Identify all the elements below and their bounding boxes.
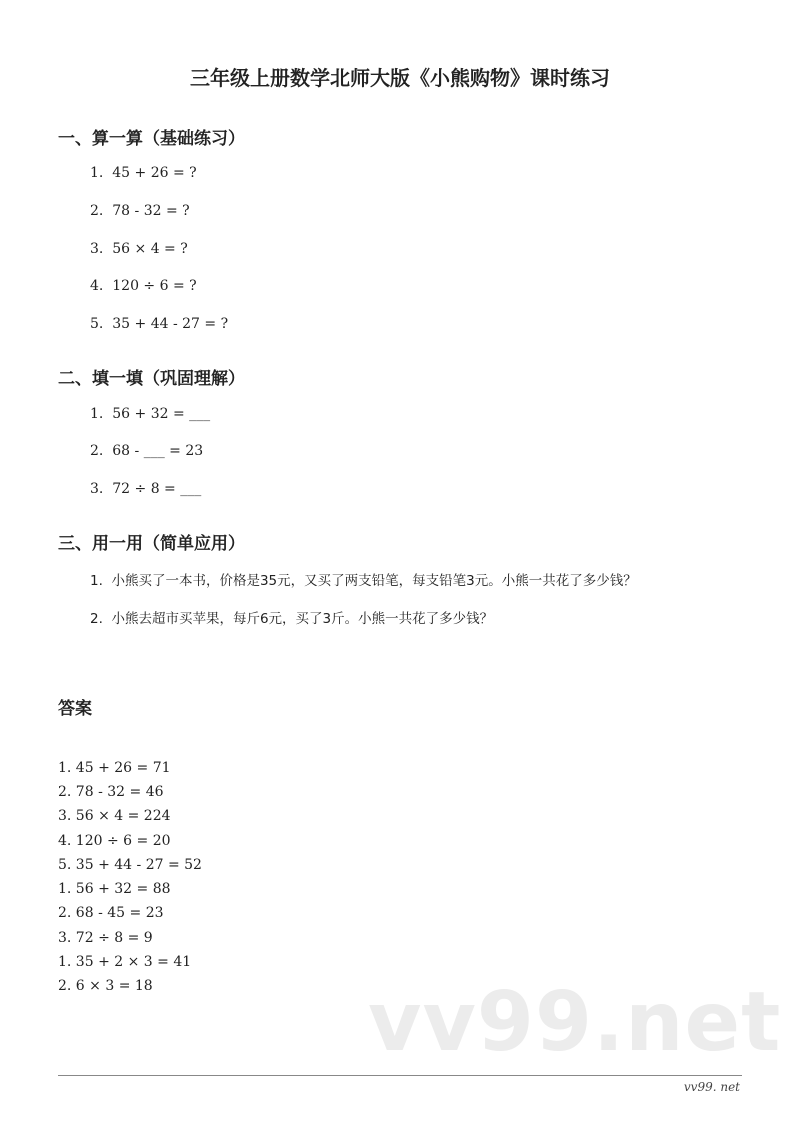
answers-heading: 答案 — [58, 699, 92, 719]
answer-item: 4. 120 ÷ 6 = 20 — [58, 833, 171, 849]
answer-item: 2. 68 - 45 = 23 — [58, 905, 164, 921]
footer-text: vv99. net — [683, 1080, 740, 1094]
list-item: 1. 45 + 26 = ? — [90, 165, 197, 181]
list-item: 1. 小熊买了一本书，价格是35元，又买了两支铅笔，每支铅笔3元。小熊一共花了多少钱？ — [90, 573, 637, 589]
section-heading-2: 二、填一填（巩固理解） — [58, 369, 245, 389]
list-item: 4. 120 ÷ 6 = ? — [90, 278, 197, 294]
page-title: 三年级上册数学北师大版《小熊购物》课时练习 — [190, 66, 610, 90]
answer-item: 1. 56 + 32 = 88 — [58, 881, 171, 897]
answer-item: 3. 56 × 4 = 224 — [58, 808, 171, 824]
list-item: 2. 78 - 32 = ? — [90, 203, 190, 219]
answer-item: 3. 72 ÷ 8 = 9 — [58, 930, 153, 946]
answer-item: 2. 6 × 3 = 18 — [58, 978, 153, 994]
watermark: vv99.net — [368, 975, 782, 1070]
list-item: 3. 56 × 4 = ? — [90, 241, 188, 257]
section-heading-1: 一、算一算（基础练习） — [58, 129, 245, 149]
list-item: 3. 72 ÷ 8 = ___ — [90, 481, 202, 497]
answer-item: 2. 78 - 32 = 46 — [58, 784, 164, 800]
answer-item: 1. 35 + 2 × 3 = 41 — [58, 954, 192, 970]
answer-item: 1. 45 + 26 = 71 — [58, 760, 171, 776]
section-heading-3: 三、用一用（简单应用） — [58, 534, 245, 554]
answer-item: 5. 35 + 44 - 27 = 52 — [58, 857, 202, 873]
footer-divider — [58, 1075, 742, 1076]
list-item: 2. 68 - ___ = 23 — [90, 443, 204, 459]
list-item: 5. 35 + 44 - 27 = ? — [90, 316, 229, 332]
list-item: 2. 小熊去超市买苹果，每斤6元，买了3斤。小熊一共花了多少钱？ — [90, 611, 494, 627]
list-item: 1. 56 + 32 = ___ — [90, 406, 211, 422]
